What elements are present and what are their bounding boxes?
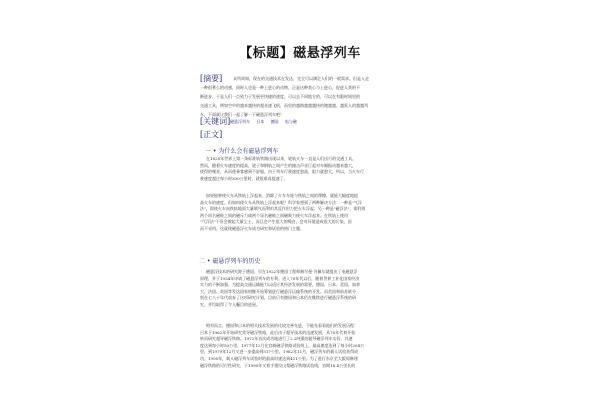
paragraph-line: 使得的噪音，从而使乘客感到不舒服。由于列车行驶速度愈高，阻力就愈大，所以，当火车行 bbox=[200, 169, 364, 175]
paragraph-line: 度达到每小时50公里。1977年12月在宫崎磁浮铁路试验线上，最高速度达到了每小时204公 bbox=[200, 342, 364, 348]
paragraph-line: 高火车的速度。但如何使火车从铁轨上浮起来呢？科学家想到了两种解决方法：一种是"气浮 bbox=[200, 199, 362, 205]
paragraph-line: 里，到1979年12月又进一步提高到517公里。1982年11月，磁浮列车的载人试验获得成 bbox=[200, 349, 359, 355]
body-label: [正文] bbox=[200, 130, 223, 139]
paragraph bbox=[200, 323, 412, 369]
paragraph-line: 然而，随着火车速度的提高，轮子和钢轨之间产生的撞击声音巨起对车厢振动越来越大， bbox=[200, 162, 356, 168]
keyword-item: 电与磁 bbox=[284, 119, 297, 124]
abstract-line: 交通工具，例如空中的越来越快的超音速飞机，而里的越路越越越快的邀越越，越延人的越越列 bbox=[200, 103, 368, 108]
keywords-label: [关键词] bbox=[200, 117, 231, 126]
paragraph bbox=[200, 269, 412, 309]
document-title: 【标题】磁悬浮列车 bbox=[239, 46, 361, 61]
abstract-line: 众所周知，现在的交通技术在发达，完全可以满足人们的一般需求。但是人走 bbox=[233, 76, 369, 81]
paragraph-line: 究，并均取得了令人瞩目的进展。 bbox=[200, 301, 260, 307]
section-heading: 二 • 磁悬浮列车的历史 bbox=[199, 258, 261, 265]
keyword-item: 德国 bbox=[270, 119, 279, 124]
keyword-item: 日本 bbox=[256, 119, 265, 124]
keyword-item: 磁悬浮列车 bbox=[230, 119, 250, 124]
paragraph-line: 驶速度超过每小时300公里时，就很难再提速了。 bbox=[200, 175, 288, 181]
paragraph-line: 两个同名磁极之间的磁斥力或两个异名磁极之间磁吸力使火车浮起来。在铁轨上使用 bbox=[200, 212, 348, 218]
section-heading: 一 • 为什么会有磁悬浮列车 bbox=[205, 148, 279, 155]
paragraph-line: 法"，即使火车向铁轨地面大量喷气而利用其反作用力把火车浮起；另一种是"磁浮法"，即利用 bbox=[200, 206, 366, 212]
abstract-line: 一种很奢么的动感，同时人也是一种上进心的动物，正是这种类心与上进心，促进人类的不 bbox=[200, 85, 360, 90]
paragraph-line: 相对而言，德国和日本的相关技术发展的比较完善先进，不能先看看他们的发展历程： bbox=[206, 323, 358, 328]
paragraph-line: 磁浮铁路的可行性研究，于1990年又着手建设山梨磁浮铁路试验线，首期18.4公里长的 bbox=[200, 362, 356, 368]
paragraph-line: 别在七八十年代放弃了这项研究计划，目前只有德国和日本仍在继续进行磁悬浮系统的研 bbox=[200, 295, 356, 301]
paragraph-line: 大、法国、英国等发达国家相继开始筹划进行磁悬浮运输系统的开发。而美国和前苏联分 bbox=[200, 288, 356, 294]
paragraph-line: 实力的不断加强，为提高交通运输能力以适应其经济发展的需要，德国、日本、美国、加拿 bbox=[200, 282, 360, 288]
paragraph-line: 日本于1962年开始研究常导磁浮铁路，此后由于超导技术的迅速发展，从70年代初开始 bbox=[200, 329, 356, 335]
abstract-label: [摘要] bbox=[200, 74, 223, 83]
abstract-line: 断进步，于是人们一点致力于发展更快捷的速度，可以去不同地方的，可以在有限时间里的 bbox=[200, 94, 360, 99]
abstract-line: 车，下面就让我们一起了解一下磁悬浮列车吧！ bbox=[200, 112, 284, 117]
paragraph-line: 功。1995年，载人磁浮列车试验时的最高时速达到411公里。为了进行东京至大阪间修建 bbox=[200, 355, 358, 361]
paragraph-line: 而不采用。这就使磁悬浮火车成为研究和试验的热门主题。 bbox=[200, 225, 304, 231]
paragraph-line: 如果能够使火车从铁轨上浮起来，消除了火车车轮与铁轨之间的摩擦，就能大幅度地提 bbox=[206, 193, 358, 198]
paragraph-line: 原理，并于1934年申请了磁悬浮列车的专利。进入70年代以后，随着世界工业化国家经济 bbox=[200, 275, 360, 281]
paragraph-line: "气浮法"不但会掀起大量尘土，而且会产生很大的噪音，会对环境造成很大的污染，因 bbox=[200, 219, 352, 225]
paragraph bbox=[200, 156, 412, 182]
paragraph-line: 在1825年世界上第一条标准轨铁路出现以来，轮轨火车一直是人们出行的交通工具。 bbox=[206, 156, 357, 161]
paragraph-line: 磁悬浮技术的研究源于德国，早在1922年德国工程师赫尔曼·肯佩尔就提出了电磁悬浮 bbox=[206, 269, 358, 274]
paragraph-line: 转而研究超导磁浮铁路。1972年首次成功地进行了2.2吨重的超导磁浮列车实验，其速 bbox=[200, 336, 353, 342]
keywords-list bbox=[230, 119, 302, 125]
paragraph bbox=[200, 193, 412, 233]
